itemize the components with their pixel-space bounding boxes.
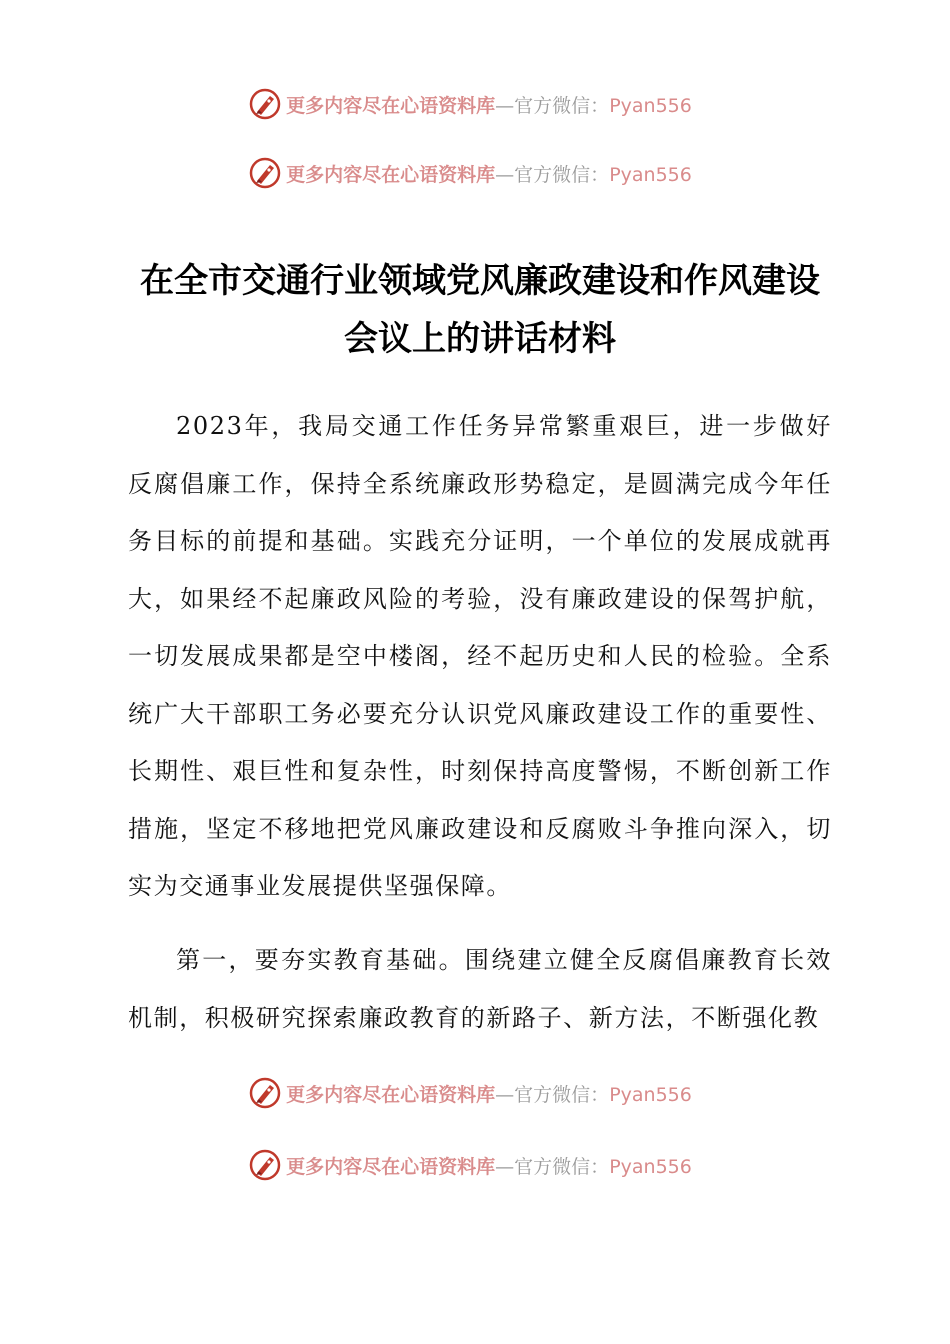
watermark-brand: 更多内容尽在心语资料库: [286, 1083, 496, 1106]
watermark-banner: [0, 84, 950, 124]
title-line-2: 会议上的讲话材料: [344, 319, 616, 359]
title-line-1: 在全市交通行业领域党风廉政建设和作风建设: [140, 261, 820, 301]
watermark-text: [286, 91, 692, 118]
watermark-brand: 更多内容尽在心语资料库: [286, 94, 496, 117]
pen-nib-logo-icon: [248, 1148, 282, 1182]
watermark-separator: —: [495, 163, 515, 186]
watermark-label: 官方微信：: [514, 94, 610, 117]
body-paragraph: 2023年，我局交通工作任务异常繁重艰巨，进一步做好反腐倡廉工作，保持全系统廉政形势稳定，是圆满完成今年任务目标的前提和基础。实践充分证明，一个单位的发展成就再大，如果经不起廉政风险的考验，没有廉政建设的保驾护航，一切发展成果都是空中楼阁，经不起历史和人民的检验。全系统广大干部职工务必要充分认识党风廉政建设工作的重要性、长期性、艰巨性和复杂性，时刻保持高度警惕，不断创新工作措施，坚定不移地把党风廉政建设和反腐败斗争推向深入，切实为交通事业发展提供坚强保障。: [128, 412, 832, 900]
watermark-label: 官方微信：: [514, 1155, 610, 1178]
watermark-handle: Pyan556: [609, 1155, 692, 1178]
watermark-text: [286, 1152, 692, 1179]
watermark-content: [248, 1148, 692, 1182]
pen-nib-logo-icon: [248, 87, 282, 121]
watermark-text: [286, 160, 692, 187]
watermark-content: [248, 1076, 692, 1110]
watermark-label: 官方微信：: [514, 1083, 610, 1106]
body-paragraph: 第一，要夯实教育基础。围绕建立健全反腐倡廉教育长效机制，积极研究探索廉政教育的新路子、新方法，不断强化教: [128, 946, 832, 1032]
watermark-banner: [0, 1145, 950, 1185]
watermark-handle: Pyan556: [609, 1083, 692, 1106]
watermark-brand: 更多内容尽在心语资料库: [286, 163, 496, 186]
watermark-brand: 更多内容尽在心语资料库: [286, 1155, 496, 1178]
watermark-handle: Pyan556: [609, 94, 692, 117]
watermark-text: [286, 1080, 692, 1107]
pen-nib-logo-icon: [248, 156, 282, 190]
watermark-content: [248, 156, 692, 190]
watermark-label: 官方微信：: [514, 163, 610, 186]
watermark-separator: —: [495, 1155, 515, 1178]
watermark-banner: [0, 1073, 950, 1113]
watermark-separator: —: [495, 1083, 515, 1106]
watermark-separator: —: [495, 94, 515, 117]
watermark-handle: Pyan556: [609, 163, 692, 186]
watermark-banner: [0, 153, 950, 193]
document-title: [100, 252, 860, 368]
pen-nib-logo-icon: [248, 1076, 282, 1110]
watermark-content: [248, 87, 692, 121]
